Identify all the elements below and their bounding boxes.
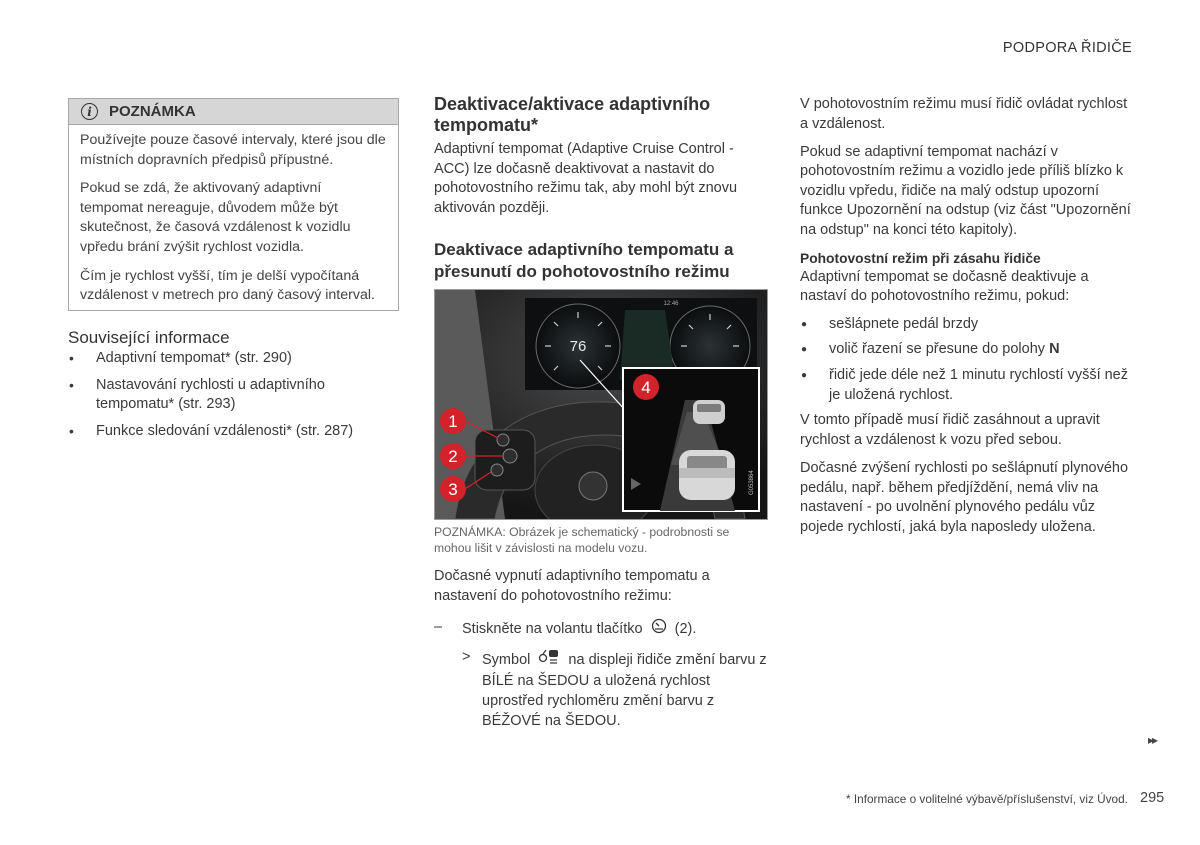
list-item: ● volič řazení se přesune do polohy N: [800, 340, 1135, 360]
related-info-title: Související informace: [68, 328, 230, 347]
page-number: 295: [1140, 790, 1165, 806]
paragraph: Adaptivní tempomat se dočasně deaktivuje a nastaví do pohotovostního režimu, pokud:: [800, 268, 1089, 305]
section-title: PODPORA ŘIDIČE: [1002, 40, 1132, 56]
result-item: > Symbol na displeji řidiče změní barvu z BÍLÉ na ŠEDOU a uložená rychlost uprostřed rychloměru změní barvu z BÉŽOVÉ na ŠEDOU.: [462, 648, 767, 729]
section-heading: Deaktivace/aktivace adaptivního tempomatu*: [434, 94, 711, 135]
svg-text:4: 4: [641, 378, 651, 397]
callout-1: [440, 408, 466, 434]
steering-wheel-figure: [434, 289, 768, 520]
subheading: Deaktivace adaptivního tempomatu a přesunutí do pohotovostního režimu: [434, 240, 734, 282]
note-body: [69, 125, 398, 306]
note-paragraph: Čím je rychlost vyšší, tím je delší vypočítaná vzdálenost v metrech pro daný časový interval.: [80, 267, 375, 304]
related-link-distance-keeping[interactable]: • Funkce sledování vzdálenosti* (str. 287): [68, 422, 388, 442]
clock-readout: 12:46: [663, 301, 679, 307]
paragraph: Pokud se adaptivní tempomat nachází v pohotovostním režimu a vozidlo jede příliš blízko k vozidlu vpředu, řidiče na malý odstup upozorní funkce Upozornění na odstup (viz část "Upozornění na odstup" na konci této kapitoly).: [800, 143, 1131, 239]
step-item: – Stiskněte na volantu tlačítko (2).: [434, 618, 769, 641]
figure-code: G053864: [749, 470, 755, 495]
callout-3: [440, 476, 466, 502]
step-intro: Dočasné vypnutí adaptivního tempomatu a nastavení do pohotovostního režimu:: [434, 568, 710, 604]
callout-4: [633, 374, 659, 400]
note-paragraph: Používejte pouze časové intervaly, které jsou dle místních dopravních předpisů přípustné.: [80, 132, 386, 168]
condition-list: [800, 315, 1135, 405]
speedometer-icon: [651, 618, 667, 641]
list-item: ● sešlápnete pedál brzdy: [800, 315, 1135, 335]
subheading: Pohotovostní režim při zásahu řidiče: [800, 250, 1041, 266]
note-title: POZNÁMKA: [109, 103, 196, 120]
note-box: [68, 98, 399, 311]
middle-text: [434, 94, 769, 283]
related-link-adaptive-cruise[interactable]: • Adaptivní tempomat* (str. 290): [68, 349, 388, 369]
paragraph: Dočasné zvýšení rychlosti po sešlápnutí plynového pedálu, např. během předjíždění, nemá vliv na nastavení - po uvolnění plynového pedálu vůz pojede rychlostí, jaká byla naposledy uložena.: [800, 459, 1129, 535]
callout-2: [440, 443, 466, 469]
svg-text:2: 2: [448, 447, 458, 466]
cruise-standby-icon: [538, 648, 560, 673]
note-header: [69, 99, 398, 125]
intro-paragraph: Adaptivní tempomat (Adaptive Cruise Control - ACC) lze dočasně deaktivovat a nastavit do pohotovostního režimu tak, aby mohl být znovu aktivován později.: [434, 141, 738, 216]
info-icon: i: [81, 103, 98, 120]
svg-text:1: 1: [448, 412, 458, 431]
note-paragraph: Pokud se zdá, že aktivovaný adaptivní tempomat nereaguje, důvodem může být skutečnost, že časová vzdálenost k vozidlu vpředu brání zvýšit rychlost vozidla.: [80, 180, 351, 255]
figure-caption: POZNÁMKA: Obrázek je schematický - podrobnosti se mohou lišit v závislosti na modelu vozu.: [434, 525, 730, 555]
footnote: * Informace o volitelné výbavě/příslušenství, viz Úvod.: [846, 792, 1128, 806]
list-item: ● řidič jede déle než 1 minutu rychlostí vyšší než je uložená rychlost.: [800, 366, 1135, 405]
related-info-list: [68, 349, 388, 448]
right-text: [800, 95, 1135, 546]
svg-text:3: 3: [448, 480, 458, 499]
related-link-speed-setting[interactable]: • Nastavování rychlosti u adaptivního tempomatu* (str. 293): [68, 376, 388, 415]
paragraph: V pohotovostním režimu musí řidič ovládat rychlost a vzdálenost.: [800, 96, 1128, 132]
paragraph: V tomto případě musí řidič zasáhnout a upravit rychlost a vzdálenost k vozu před sebou.: [800, 412, 1100, 448]
procedure: [434, 567, 769, 731]
continue-arrows-icon: ▸▸: [1148, 733, 1157, 747]
speed-readout: 76: [569, 338, 587, 355]
